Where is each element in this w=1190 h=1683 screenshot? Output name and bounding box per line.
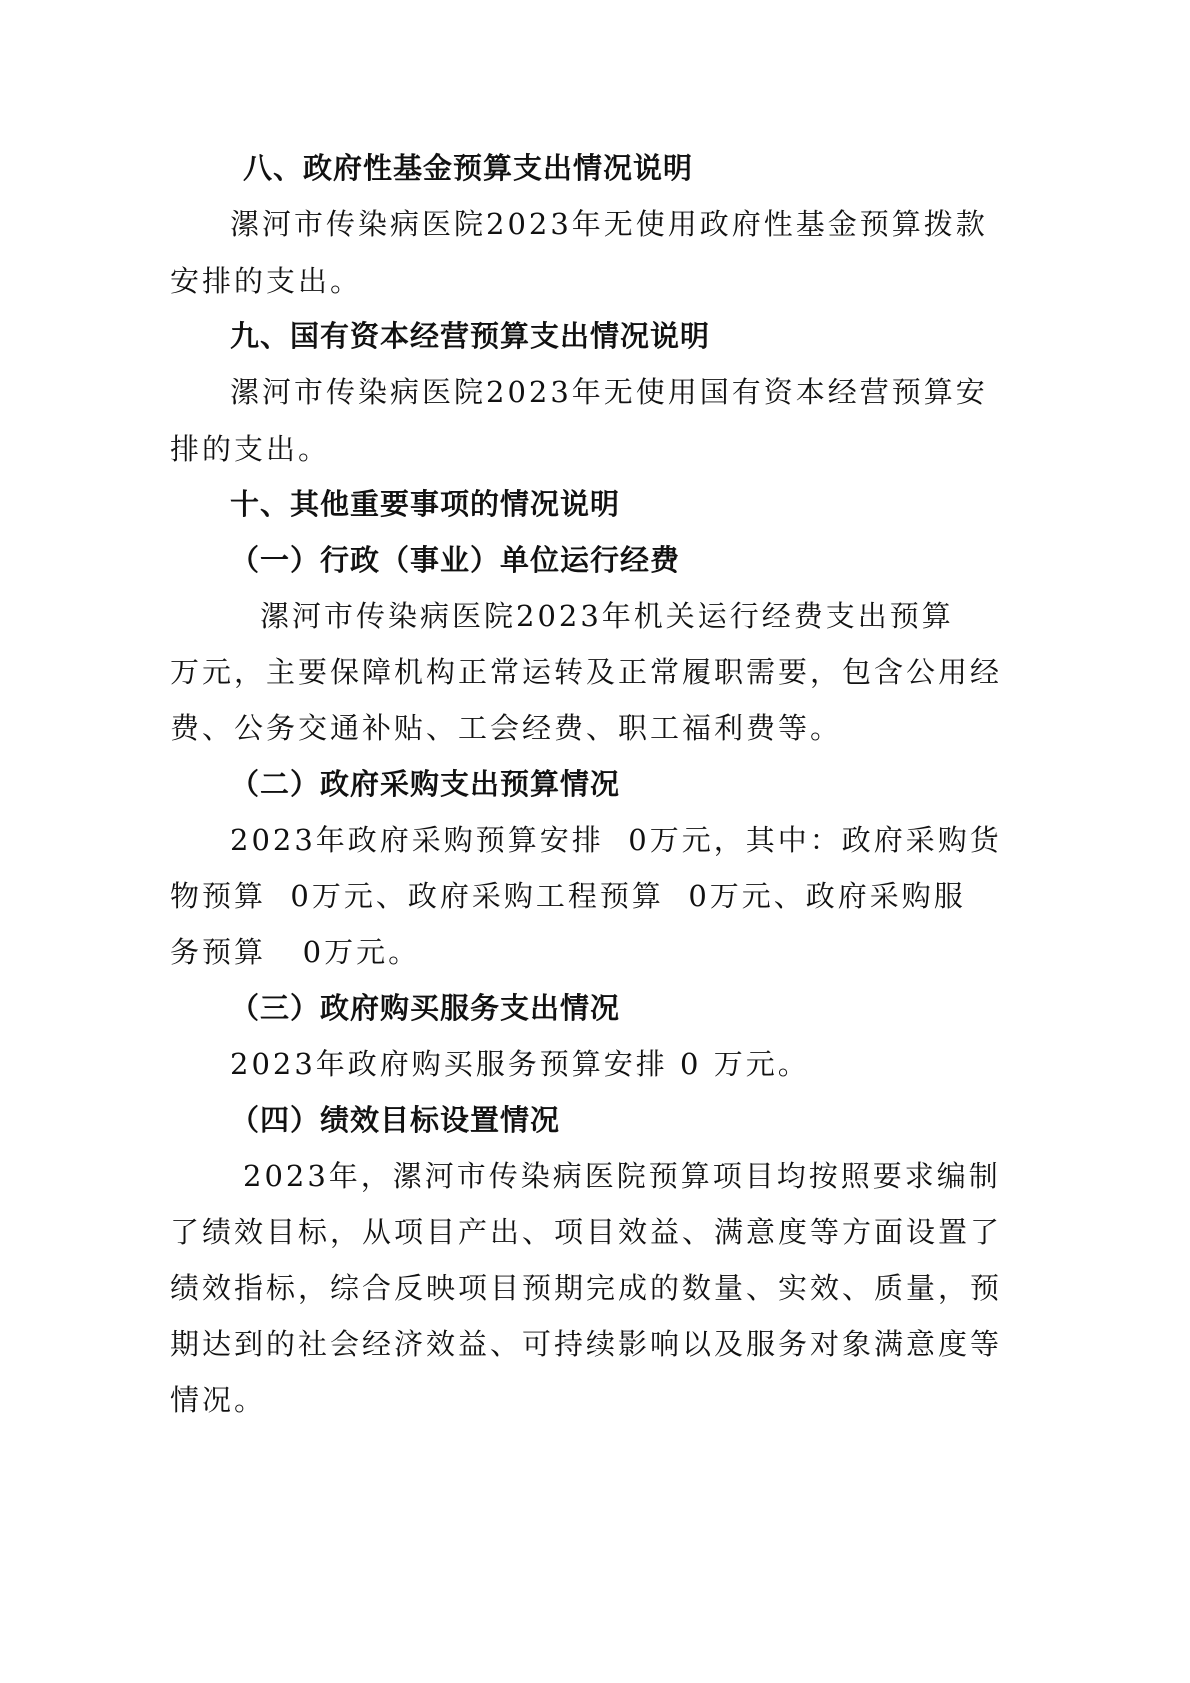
section-9-line-1: 漯河市传染病医院2023年无使用国有资本经营预算安 (230, 375, 988, 409)
subsection-2-line-3: 务预算 0万元。 (170, 935, 421, 969)
subsection-1-heading: （一）行政（事业）单位运行经费 (230, 543, 681, 577)
section-10-heading: 十、其他重要事项的情况说明 (230, 487, 621, 521)
section-8-line-2: 安排的支出。 (170, 264, 363, 298)
subsection-2-line-2: 物预算 0万元、政府采购工程预算 0万元、政府采购服 (170, 879, 966, 913)
subsection-4-heading: （四）绩效目标设置情况 (230, 1103, 561, 1137)
subsection-4-line-2: 了绩效目标，从项目产出、项目效益、满意度等方面设置了 (170, 1215, 1003, 1249)
subsection-2-heading: （二）政府采购支出预算情况 (230, 767, 621, 801)
section-9-heading: 九、国有资本经营预算支出情况说明 (230, 319, 711, 353)
section-8-line-1: 漯河市传染病医院2023年无使用政府性基金预算拨款 (230, 207, 988, 241)
section-8-heading: 八、政府性基金预算支出情况说明 (243, 151, 694, 185)
section-9-line-2: 排的支出。 (170, 432, 331, 466)
subsection-4-line-4: 期达到的社会经济效益、可持续影响以及服务对象满意度等 (170, 1327, 1003, 1361)
subsection-1-line-3: 费、公务交通补贴、工会经费、职工福利费等。 (170, 711, 843, 745)
subsection-4-line-1: 2023年，漯河市传染病医院预算项目均按照要求编制 (243, 1159, 1001, 1193)
subsection-3-line-1: 2023年政府购买服务预算安排 0 万元。 (230, 1047, 810, 1081)
subsection-4-line-5: 情况。 (170, 1383, 267, 1417)
subsection-3-heading: （三）政府购买服务支出情况 (230, 991, 621, 1025)
subsection-2-line-1: 2023年政府采购预算安排 0万元，其中：政府采购货 (230, 823, 1002, 857)
subsection-1-line-1: 漯河市传染病医院2023年机关运行经费支出预算 (260, 599, 954, 633)
subsection-1-line-2: 万元，主要保障机构正常运转及正常履职需要，包含公用经 (170, 655, 1003, 689)
subsection-4-line-3: 绩效指标，综合反映项目预期完成的数量、实效、质量，预 (170, 1271, 1003, 1305)
